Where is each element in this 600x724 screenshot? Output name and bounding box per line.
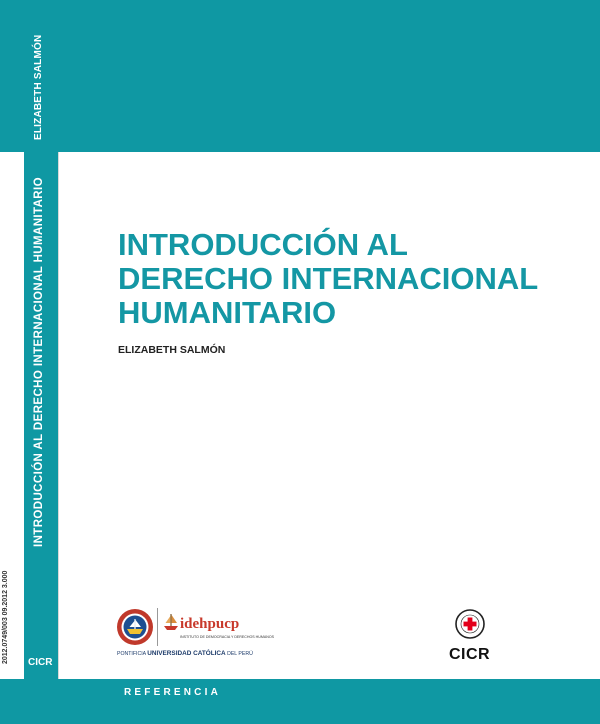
catalog-code: 2012.0749/003 09.2012 3.000 xyxy=(2,570,9,664)
title-line-2: DERECHO INTERNACIONAL xyxy=(118,261,539,296)
top-cover-band xyxy=(0,0,600,152)
book-title xyxy=(118,228,578,330)
spine-divider xyxy=(58,152,59,679)
icrc-acronym: CICR xyxy=(449,646,491,663)
ship-icon xyxy=(162,612,180,632)
university-seal-icon xyxy=(116,608,154,646)
title-line-3: HUMANITARIO xyxy=(118,295,337,330)
idehpucp-logo-subtitle: INSTITUTO DE DEMOCRACIA Y DERECHOS HUMANOS xyxy=(180,635,275,639)
series-label: REFERENCIA xyxy=(124,687,222,698)
bottom-cover-band xyxy=(0,679,600,724)
idehpucp-logo-name: idehpucp xyxy=(180,616,240,632)
pucp-name xyxy=(117,650,253,657)
red-cross-emblem-icon xyxy=(455,609,485,639)
pucp-prefix: PONTIFICIA xyxy=(117,651,146,657)
spine-title: INTRODUCCIÓN AL DERECHO INTERNACIONAL HUMANITARIO xyxy=(33,177,45,547)
spine-author: ELIZABETH SALMÓN xyxy=(33,34,44,140)
title-line-1: INTRODUCCIÓN AL xyxy=(118,227,408,262)
book-author: ELIZABETH SALMÓN xyxy=(118,344,226,356)
pucp-suffix: DEL PERÚ xyxy=(227,651,253,657)
pucp-main-name: UNIVERSIDAD CATÓLICA xyxy=(147,650,226,657)
logo-divider xyxy=(157,608,158,646)
spine-publisher: CICR xyxy=(28,657,53,668)
